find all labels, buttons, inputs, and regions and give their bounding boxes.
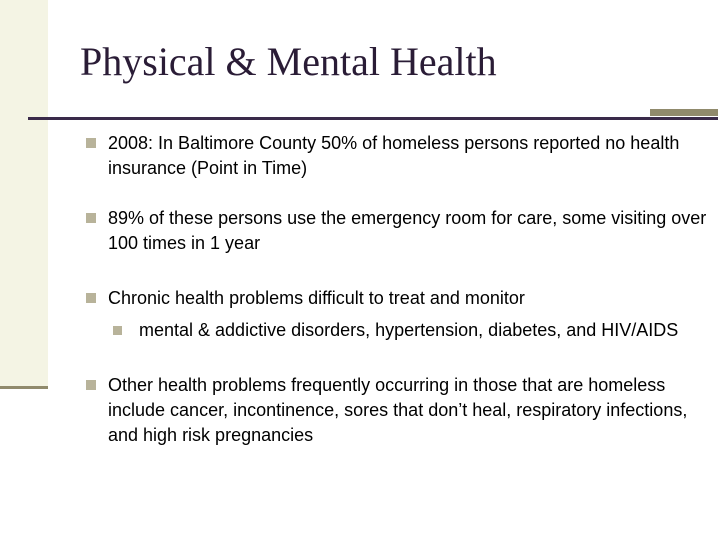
bullet-item bbox=[84, 286, 712, 311]
square-bullet-icon bbox=[113, 326, 122, 335]
bullet-text: 2008: In Baltimore County 50% of homeless persons reported no health insurance (Point in Time) bbox=[108, 133, 680, 178]
bullet-item bbox=[84, 206, 712, 256]
square-bullet-icon bbox=[86, 293, 96, 303]
bullet-item bbox=[84, 373, 712, 448]
square-bullet-icon bbox=[86, 213, 96, 223]
bullet-text: 89% of these persons use the emergency room for care, some visiting over 100 times in 1 year bbox=[108, 208, 707, 253]
left-bar-accent-line bbox=[0, 386, 48, 389]
bullet-text: Other health problems frequently occurring in those that are homeless include cancer, incontinence, sores that don’t heal, respiratory infections, and high risk pregnancies bbox=[108, 375, 688, 445]
square-bullet-icon bbox=[86, 380, 96, 390]
left-decorative-bar bbox=[0, 0, 48, 388]
bullet-item bbox=[84, 131, 712, 181]
bullet-list bbox=[84, 131, 712, 448]
square-bullet-icon bbox=[86, 138, 96, 148]
bullet-text: Chronic health problems difficult to treat and monitor bbox=[108, 288, 525, 308]
divider-accent-block bbox=[650, 109, 718, 116]
slide-title: Physical & Mental Health bbox=[80, 39, 497, 84]
sub-bullet-item bbox=[112, 318, 712, 343]
title-divider-rule bbox=[28, 117, 718, 120]
sub-bullet-text: mental & addictive disorders, hypertension, diabetes, and HIV/AIDS bbox=[139, 320, 679, 340]
